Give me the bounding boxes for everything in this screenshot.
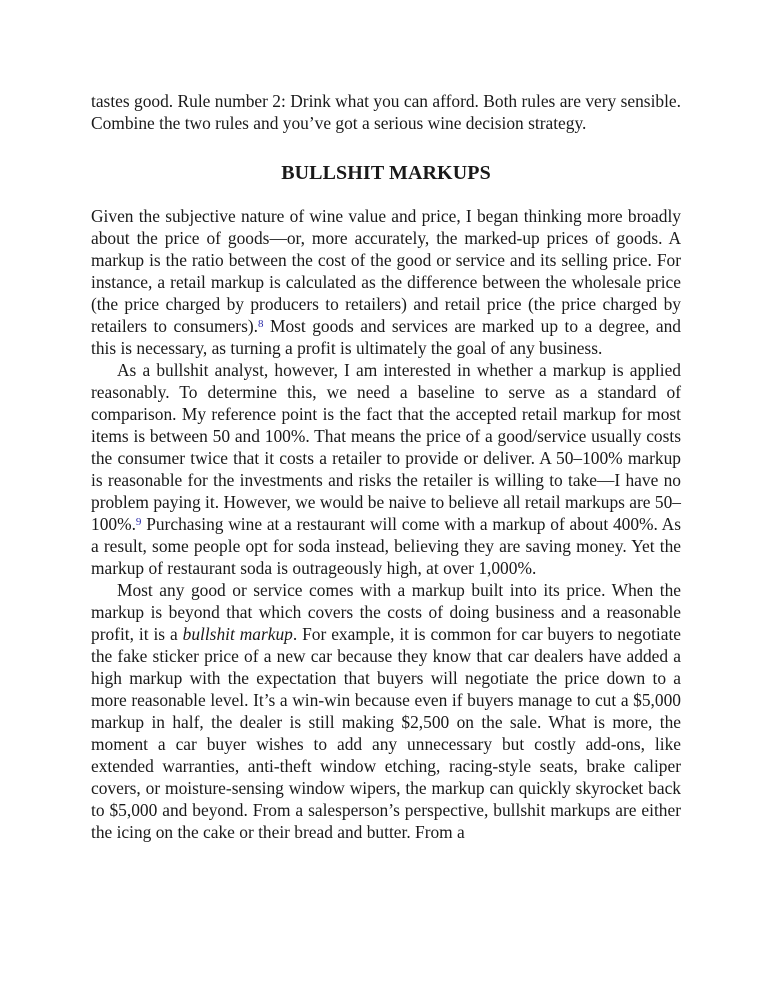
book-page: [91, 90, 681, 843]
body-paragraph-1: [91, 205, 681, 359]
opening-paragraph: tastes good. Rule number 2: Drink what you can afford. Both rules are very sensible. Combine the two rules and you’ve got a serious wine decision strategy.: [91, 91, 681, 133]
paragraph-text: Given the subjective nature of wine value and price, I began thinking more broadly about the price of goods—or, more accurately, the marked-up prices of goods. A markup is the ratio between the cost of the good or service and its selling price. For instance, a retail markup is calculated as the difference between the wholesale price (the price charged by producers to retailers) and retail price (the price charged by retailers to consumers).: [91, 206, 681, 336]
paragraph-text: As a bullshit analyst, however, I am interested in whether a markup is applied reasonably. To determine this, we need a baseline to serve as a standard of comparison. My reference point is the fact that the accepted retail markup for most items is between 50 and 100%. That means the price of a good/service usually costs the consumer twice that it costs a retailer to provide or deliver. A 50–100% markup is reasonable for the investments and risks the retailer is willing to take—I have no problem paying it. However, we would be naive to believe all retail markups are 50–100%.: [91, 360, 681, 534]
section-heading: BULLSHIT MARKUPS: [281, 162, 491, 184]
footnote-marker-9[interactable]: 9: [135, 516, 142, 528]
footnote-marker-8[interactable]: 8: [258, 318, 264, 330]
body-paragraph-3: [91, 579, 681, 843]
body-paragraph-2: [91, 359, 681, 579]
paragraph-text: Most goods and services are marked up to a degree, and this is necessary, as turning a profit is ultimately the goal of any business.: [91, 316, 681, 358]
paragraph-text: Purchasing wine at a restaurant will come with a markup of about 400%. As a result, some people opt for soda instead, believing they are saving money. Yet the markup of restaurant soda is outrageously high, at over 1,000%.: [91, 514, 681, 578]
paragraph-text: Most any good or service comes with a markup built into its price. When the markup is beyond that which covers the costs of doing business and a reasonable profit, it is a: [91, 580, 681, 644]
paragraph-text: . For example, it is common for car buyers to negotiate the fake sticker price of a new car because they know that car dealers have added a high markup with the expectation that buyers will negotiate the price down to a more reasonable level. It’s a win-win because even if buyers manage to cut a $5,000 markup in half, the dealer is still making $2,500 on the sale. What is more, the moment a car buyer wishes to add any unnecessary but costly add-ons, like extended warranties, anti-theft window etching, racing-style seats, brake caliper covers, or moisture-sensing window wipers, the markup can quickly skyrocket back to $5,000 and beyond. From a salesperson’s perspective, bullshit markups are either the icing on the cake or their bread and butter. From a: [91, 624, 681, 842]
emphasized-term: bullshit markup: [182, 624, 293, 644]
